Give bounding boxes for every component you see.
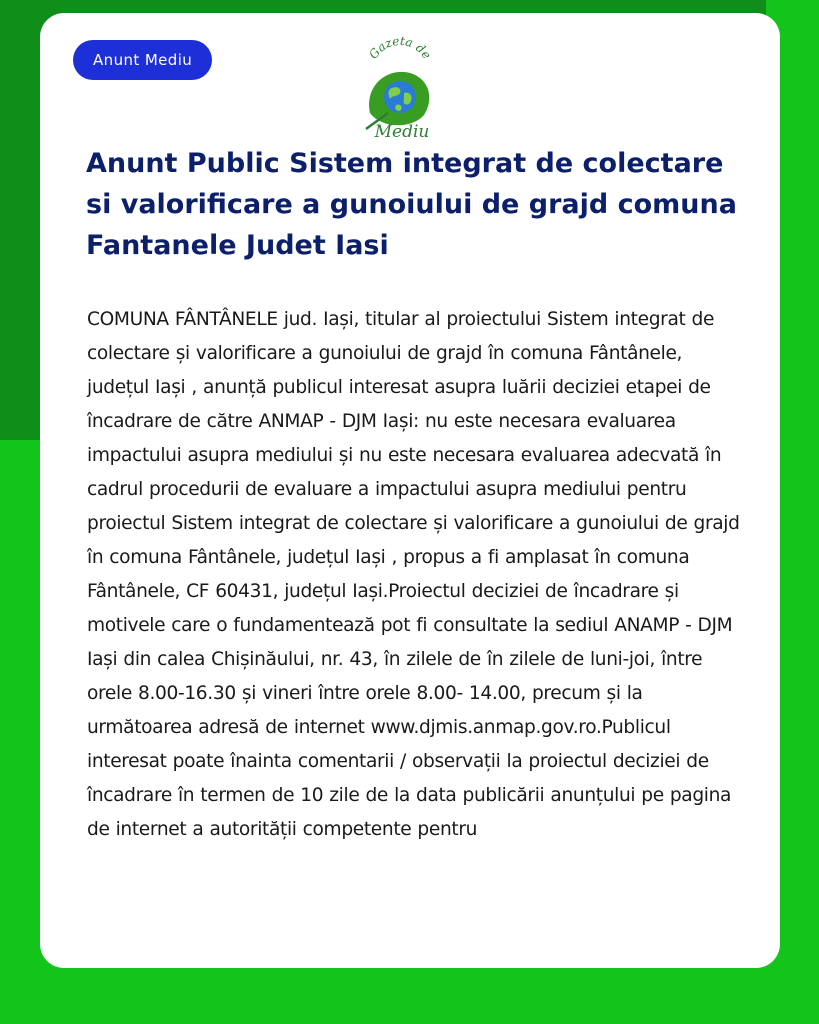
category-badge[interactable]: Anunt Mediu <box>73 40 212 80</box>
logo-top-text: Gazeta de <box>366 33 434 62</box>
article-title: Anunt Public Sistem integrat de colectare si valorificare a gunoiului de grajd comuna Fantanele Judet Iasi <box>86 148 737 261</box>
logo-bottom-text: Mediu <box>374 122 430 142</box>
gazeta-de-mediu-logo <box>358 33 442 143</box>
article-body: COMUNA FÂNTÂNELE jud. Iași, titular al proiectului Sistem integrat de colectare și valorificare a gunoiului de grajd în comuna Fântânele, județul Iași , anunță publicul interesat asupra luării deciziei etapei de încadrare de către ANMAP - DJM Iași: nu este necesara evaluarea impactului asupra mediului și nu este necesara evaluarea adecvată în cadrul procedurii de evaluare a impactului asupra mediului pentru proiectul Sistem integrat de colectare și valorificare a gunoiului de grajd în comuna Fântânele, județul Iași , propus a fi amplasat în comuna Fântânele, CF 60431, județul Iași.Proiectul deciziei de încadrare și motivele care o fundamentează pot fi consultate la sediul ANAMP - DJM Iași din calea Chișinăului, nr. 43, în zilele de în zilele de luni-joi, între orele 8.00-16.30 și vineri între orele 8.00- 14.00, precum și la următoarea adresă de internet www.djmis.anmap.gov.ro.Publicul interesat poate înainta comentarii / observații la proiectul deciziei de încadrare în termen de 10 zile de la data publicării anunțului pe pagina de internet a autorității competente pentru <box>87 309 740 840</box>
svg-text:Gazeta de <box>366 34 434 62</box>
announcement-card <box>40 13 780 968</box>
